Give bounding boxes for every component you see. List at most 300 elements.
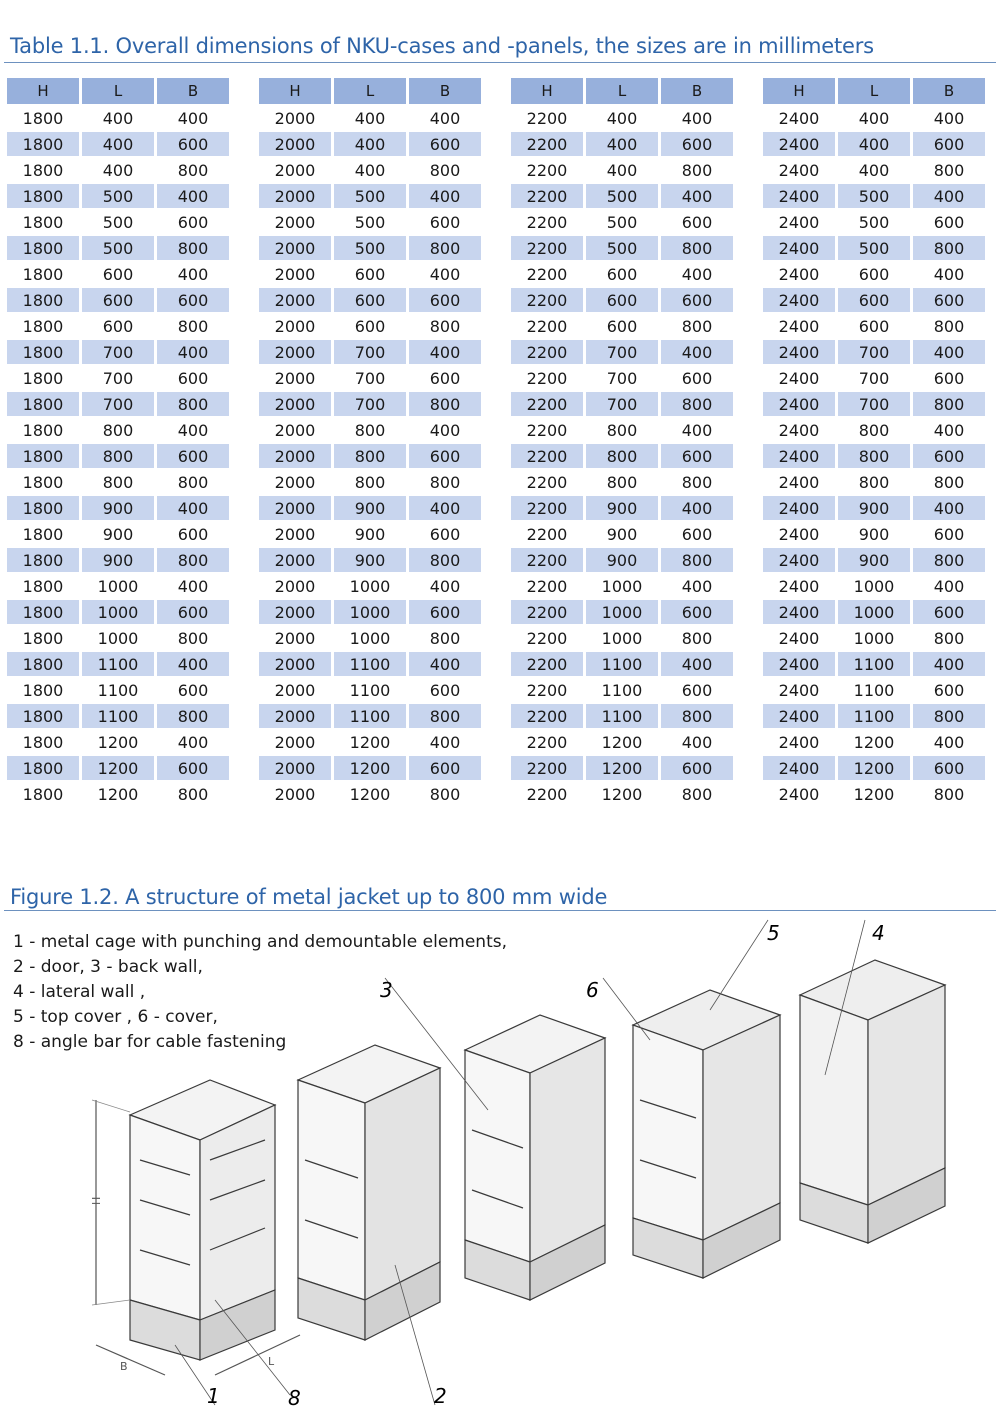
table-cell: 600 [606, 316, 638, 336]
table-cell: 1100 [838, 704, 910, 728]
table-cell: 2000 [259, 236, 331, 260]
table-cell: 600 [354, 316, 386, 336]
table-cell: 1800 [7, 496, 79, 520]
table-cell: 2000 [259, 392, 331, 416]
table-cell: 1100 [349, 680, 391, 700]
table-row [511, 132, 733, 156]
table-cell: 2400 [778, 472, 820, 492]
table-cell: 1800 [22, 524, 64, 544]
table-cell: 400 [409, 184, 481, 208]
table-cell: 600 [661, 288, 733, 312]
table-row [259, 132, 481, 156]
cabinet-frame-drawing [92, 1080, 300, 1375]
table-cell: 800 [409, 548, 481, 572]
column-header: L [838, 78, 910, 104]
table-row [259, 260, 481, 288]
table-row [511, 104, 733, 132]
callout-2: 2 [434, 1384, 447, 1408]
table-row [763, 468, 985, 496]
table-cell: 600 [681, 212, 713, 232]
table-row [259, 312, 481, 340]
cabinet-top-cover-drawing [633, 990, 780, 1278]
table-row [763, 392, 985, 416]
table-row [763, 496, 985, 520]
table-cell: 800 [681, 316, 713, 336]
table-row [7, 340, 229, 364]
table-cell: 2400 [778, 576, 820, 596]
table-cell: 2200 [526, 732, 568, 752]
table-cell: 1000 [601, 576, 643, 596]
table-cell: 1000 [601, 628, 643, 648]
table-cell: 1000 [97, 628, 139, 648]
table-row [259, 704, 481, 728]
table-cell: 1200 [586, 756, 658, 780]
table-cell: 400 [933, 420, 965, 440]
table-cell: 600 [157, 444, 229, 468]
table-cell: 700 [606, 368, 638, 388]
table-cell: 800 [661, 236, 733, 260]
table-cell: 800 [858, 472, 890, 492]
table-cell: 1800 [22, 264, 64, 284]
table-cell: 1100 [838, 652, 910, 676]
cabinet-illustration [0, 915, 1000, 1415]
table-cell: 900 [858, 524, 890, 544]
cabinet-back-wall-drawing [465, 1015, 605, 1300]
table-cell: 400 [429, 264, 461, 284]
column-header: B [661, 78, 733, 104]
table-cell: 1100 [82, 704, 154, 728]
table-row [259, 496, 481, 520]
table-cell: 600 [858, 316, 890, 336]
table-cell: 600 [681, 368, 713, 388]
table-row [259, 548, 481, 572]
table-cell: 1200 [601, 732, 643, 752]
table-row [259, 572, 481, 600]
legend-item: 1 - metal cage with punching and demountable elements, [13, 932, 507, 952]
table-cell: 1000 [838, 600, 910, 624]
table-cell: 800 [409, 236, 481, 260]
table-cell: 900 [82, 548, 154, 572]
callout-3: 3 [380, 978, 393, 1002]
table-cell: 800 [157, 236, 229, 260]
table-row [511, 496, 733, 520]
table-row [7, 572, 229, 600]
table-row [763, 416, 985, 444]
table-row [511, 520, 733, 548]
table-cell: 1200 [334, 756, 406, 780]
table-cell: 1100 [334, 704, 406, 728]
table-row [259, 156, 481, 184]
table-cell: 500 [102, 212, 134, 232]
table-row [7, 676, 229, 704]
table-row [763, 132, 985, 156]
table-cell: 1000 [97, 576, 139, 596]
table-cell: 2400 [778, 524, 820, 544]
table-row [7, 520, 229, 548]
table-cell: 800 [681, 472, 713, 492]
table-cell: 900 [586, 496, 658, 520]
table-cell: 800 [838, 444, 910, 468]
table-cell: 2000 [259, 340, 331, 364]
table-cell: 600 [429, 368, 461, 388]
table-cell: 400 [661, 340, 733, 364]
table-row [259, 288, 481, 312]
table-cell: 2400 [778, 368, 820, 388]
table-cell: 1800 [22, 212, 64, 232]
table-cell: 1200 [349, 784, 391, 804]
table-cell: 800 [157, 704, 229, 728]
table-cell: 400 [354, 108, 386, 128]
table-cell: 900 [838, 496, 910, 520]
table-cell: 600 [409, 600, 481, 624]
table-cell: 1800 [7, 756, 79, 780]
table-cell: 2400 [763, 652, 835, 676]
table-row [511, 156, 733, 184]
table-cell: 600 [409, 444, 481, 468]
table-row [511, 572, 733, 600]
table-row [7, 548, 229, 572]
table-row [763, 548, 985, 572]
column-header: L [334, 78, 406, 104]
table-cell: 900 [838, 548, 910, 572]
table-cell: 2400 [778, 680, 820, 700]
table-cell: 800 [429, 160, 461, 180]
table-row [511, 392, 733, 416]
table-cell: 400 [409, 340, 481, 364]
table-row [763, 340, 985, 364]
table-cell: 800 [177, 472, 209, 492]
table-cell: 400 [157, 184, 229, 208]
table-cell: 500 [82, 184, 154, 208]
table-cell: 2200 [526, 212, 568, 232]
table-row [259, 520, 481, 548]
table-cell: 1200 [97, 784, 139, 804]
table-cell: 800 [429, 784, 461, 804]
column-header: H [511, 78, 583, 104]
table-row [259, 756, 481, 780]
table-cell: 1800 [22, 576, 64, 596]
table-cell: 400 [82, 132, 154, 156]
table-row [511, 704, 733, 728]
table-cell: 1800 [7, 704, 79, 728]
table-cell: 500 [82, 236, 154, 260]
table-row [763, 184, 985, 208]
table-cell: 2200 [511, 288, 583, 312]
table-cell: 500 [858, 212, 890, 232]
table-cell: 2200 [526, 628, 568, 648]
table-row [763, 208, 985, 236]
table-cell: 800 [354, 472, 386, 492]
table-row [259, 728, 481, 756]
table-cell: 600 [429, 212, 461, 232]
table-cell: 800 [933, 160, 965, 180]
table-cell: 1800 [7, 600, 79, 624]
table-row [511, 780, 733, 808]
callout-8: 8 [288, 1386, 301, 1410]
table-cell: 600 [661, 132, 733, 156]
table-cell: 2200 [511, 444, 583, 468]
table-cell: 700 [838, 392, 910, 416]
table-row [7, 416, 229, 444]
table-row [511, 444, 733, 468]
table-cell: 700 [838, 340, 910, 364]
table-cell: 600 [913, 288, 985, 312]
table-row [511, 416, 733, 444]
table-cell: 2200 [526, 108, 568, 128]
table-cell: 600 [334, 288, 406, 312]
table-cell: 900 [82, 496, 154, 520]
table-cell: 1800 [7, 236, 79, 260]
table-row [763, 364, 985, 392]
table-cell: 2200 [526, 160, 568, 180]
table-cell: 2000 [259, 600, 331, 624]
figure-title-underline [4, 910, 996, 911]
table-cell: 1800 [22, 732, 64, 752]
legend-item: 2 - door, 3 - back wall, [13, 957, 203, 977]
table-cell: 2400 [763, 704, 835, 728]
table-cell: 800 [157, 392, 229, 416]
table-cell: 700 [334, 340, 406, 364]
table-cell: 900 [606, 524, 638, 544]
table-cell: 600 [354, 264, 386, 284]
table-cell: 2000 [274, 732, 316, 752]
table-cell: 800 [177, 316, 209, 336]
table-cell: 800 [661, 704, 733, 728]
table-cell: 400 [157, 496, 229, 520]
table-row [511, 652, 733, 676]
table-cell: 400 [681, 264, 713, 284]
table-cell: 400 [933, 732, 965, 752]
length-dimension-label: L [268, 1355, 275, 1368]
table-cell: 2400 [763, 288, 835, 312]
table-cell: 800 [661, 548, 733, 572]
table-cell: 2200 [511, 548, 583, 572]
table-cell: 1200 [838, 756, 910, 780]
table-cell: 1100 [334, 652, 406, 676]
table-cell: 2000 [259, 756, 331, 780]
table-row [511, 236, 733, 260]
table-cell: 900 [334, 548, 406, 572]
table-cell: 600 [838, 288, 910, 312]
table-row [511, 184, 733, 208]
table-cell: 1800 [7, 548, 79, 572]
table-row [259, 624, 481, 652]
table-cell: 600 [177, 680, 209, 700]
table-cell: 1100 [97, 680, 139, 700]
table-cell: 700 [102, 368, 134, 388]
table-cell: 500 [838, 184, 910, 208]
table-cell: 500 [586, 184, 658, 208]
table-cell: 1800 [7, 184, 79, 208]
table-row [7, 444, 229, 468]
table-row [7, 132, 229, 156]
table-cell: 1100 [82, 652, 154, 676]
table-cell: 600 [661, 444, 733, 468]
table-cell: 600 [409, 756, 481, 780]
table-cell: 800 [177, 160, 209, 180]
table-cell: 800 [586, 444, 658, 468]
table-row [511, 756, 733, 780]
table-row [259, 416, 481, 444]
table-row [7, 364, 229, 392]
table-cell: 600 [429, 680, 461, 700]
table-row [763, 104, 985, 132]
table-cell: 2400 [763, 756, 835, 780]
table-cell: 1800 [22, 628, 64, 648]
table-cell: 400 [429, 576, 461, 596]
callout-4: 4 [872, 921, 885, 945]
table-cell: 600 [429, 524, 461, 544]
table-cell: 900 [586, 548, 658, 572]
table-row [7, 624, 229, 652]
table-cell: 600 [82, 288, 154, 312]
table-row [763, 728, 985, 756]
cabinet-door-drawing [298, 1045, 440, 1340]
table-cell: 2200 [526, 576, 568, 596]
table-cell: 2200 [526, 264, 568, 284]
table-cell: 800 [858, 420, 890, 440]
table-cell: 800 [429, 628, 461, 648]
table-row [763, 704, 985, 728]
table-cell: 1200 [349, 732, 391, 752]
table-cell: 2200 [526, 472, 568, 492]
table-cell: 2400 [778, 784, 820, 804]
table-row [7, 780, 229, 808]
table-cell: 2200 [511, 496, 583, 520]
table-cell: 800 [606, 472, 638, 492]
table-cell: 800 [409, 392, 481, 416]
table-cell: 400 [334, 132, 406, 156]
table-cell: 1000 [853, 576, 895, 596]
table-cell: 2000 [274, 160, 316, 180]
table-cell: 800 [606, 420, 638, 440]
table-cell: 2400 [763, 496, 835, 520]
table-cell: 600 [177, 524, 209, 544]
table-cell: 400 [606, 108, 638, 128]
table-cell: 2400 [778, 628, 820, 648]
table-cell: 1800 [7, 652, 79, 676]
table-cell: 400 [661, 184, 733, 208]
table-cell: 1000 [853, 628, 895, 648]
table-cell: 600 [586, 288, 658, 312]
table-row [511, 364, 733, 392]
dimensions-block [508, 78, 736, 808]
table-cell: 2200 [526, 368, 568, 388]
table-row [7, 184, 229, 208]
table-cell: 1800 [7, 392, 79, 416]
table-cell: 800 [429, 316, 461, 336]
table-cell: 2000 [259, 548, 331, 572]
table-cell: 2400 [763, 444, 835, 468]
table-cell: 400 [606, 160, 638, 180]
table-cell: 1800 [22, 160, 64, 180]
table-cell: 700 [354, 368, 386, 388]
table-row [7, 260, 229, 288]
table-row [7, 236, 229, 260]
table-cell: 2200 [511, 652, 583, 676]
figure-title: Figure 1.2. A structure of metal jacket up to 800 mm wide [10, 885, 608, 909]
table-cell: 500 [838, 236, 910, 260]
table-cell: 800 [913, 392, 985, 416]
table-row [763, 520, 985, 548]
table-cell: 1800 [7, 288, 79, 312]
table-cell: 400 [681, 108, 713, 128]
table-title: Table 1.1. Overall dimensions of NKU-cases and -panels, the sizes are in millimeters [10, 34, 874, 58]
table-cell: 1000 [349, 628, 391, 648]
column-header: L [586, 78, 658, 104]
table-cell: 2000 [274, 680, 316, 700]
table-row [763, 444, 985, 468]
table-cell: 2400 [763, 548, 835, 572]
table-cell: 2200 [526, 420, 568, 440]
table-row [259, 340, 481, 364]
table-cell: 800 [334, 444, 406, 468]
table-cell: 2000 [274, 784, 316, 804]
table-cell: 1800 [22, 420, 64, 440]
table-row [259, 676, 481, 704]
table-cell: 400 [913, 652, 985, 676]
table-cell: 400 [661, 652, 733, 676]
table-cell: 800 [933, 472, 965, 492]
column-header: H [259, 78, 331, 104]
table-row [511, 728, 733, 756]
table-row [7, 600, 229, 624]
table-cell: 1100 [586, 652, 658, 676]
table-cell: 1200 [97, 732, 139, 752]
table-cell: 800 [409, 704, 481, 728]
dimensions-block [760, 78, 988, 808]
table-cell: 600 [157, 288, 229, 312]
table-row [259, 236, 481, 260]
callout-6: 6 [586, 978, 599, 1002]
table-cell: 2200 [526, 524, 568, 544]
table-row [7, 156, 229, 184]
table-cell: 800 [157, 548, 229, 572]
table-cell: 1800 [22, 108, 64, 128]
table-row [7, 104, 229, 132]
table-cell: 800 [933, 784, 965, 804]
table-cell: 2200 [511, 132, 583, 156]
table-row [259, 652, 481, 676]
table-cell: 1200 [853, 784, 895, 804]
table-cell: 2400 [763, 236, 835, 260]
table-cell: 2000 [274, 628, 316, 648]
table-cell: 400 [913, 184, 985, 208]
table-cell: 2000 [274, 472, 316, 492]
table-cell: 1800 [22, 368, 64, 388]
table-row [511, 260, 733, 288]
table-cell: 600 [933, 524, 965, 544]
table-cell: 1800 [7, 444, 79, 468]
table-cell: 400 [913, 496, 985, 520]
column-header: L [82, 78, 154, 104]
table-cell: 400 [177, 108, 209, 128]
table-row [763, 236, 985, 260]
column-header: H [7, 78, 79, 104]
table-row [259, 468, 481, 496]
table-row [511, 468, 733, 496]
table-cell: 500 [354, 212, 386, 232]
table-cell: 400 [102, 160, 134, 180]
table-cell: 1000 [334, 600, 406, 624]
table-cell: 2400 [763, 340, 835, 364]
column-header: B [409, 78, 481, 104]
table-row [259, 600, 481, 624]
column-header: H [763, 78, 835, 104]
column-header: B [157, 78, 229, 104]
dimensions-block [256, 78, 484, 808]
table-cell: 400 [661, 496, 733, 520]
